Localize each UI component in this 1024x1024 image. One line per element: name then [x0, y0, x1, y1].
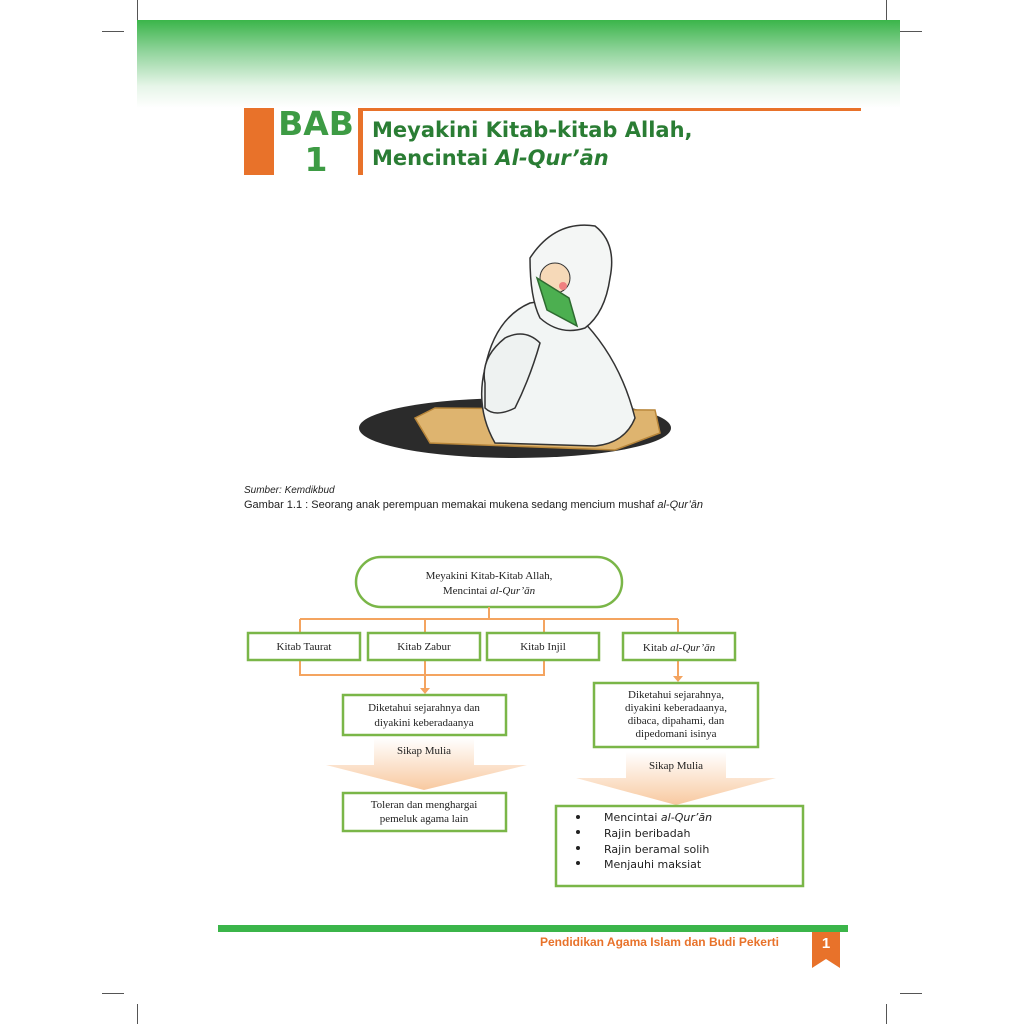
footer-book-title: Pendidikan Agama Islam dan Budi Pekerti [540, 935, 779, 949]
root-line2-italic: al-Qur’ān [490, 585, 536, 597]
right-desc-line4: dipedomani isinya [635, 728, 717, 740]
chapter-label [276, 106, 356, 178]
chapter-divider [358, 108, 363, 175]
right-list-item-1-italic: al-Qur’ān [660, 811, 713, 824]
header-band [137, 20, 900, 108]
page-number: 1 [821, 935, 831, 952]
book-quran [643, 642, 716, 654]
root-line1: Meyakini Kitab-Kitab Allah, [425, 570, 553, 582]
book-quran-italic: al-Qur’ān [670, 642, 716, 654]
crop-mark [900, 31, 922, 32]
chapter-title-italic: Al-Qur’ān [495, 146, 609, 170]
left-result-line2: pemeluk agama lain [379, 813, 469, 825]
right-list-item-2: Rajin beribadah [604, 827, 691, 840]
right-desc-line2: diyakini keberadaanya, [624, 702, 728, 714]
crop-mark [137, 1004, 138, 1024]
chapter-title-line1: Meyakini Kitab-kitab Allah, [372, 118, 693, 142]
book-zabur: Kitab Zabur [397, 641, 451, 653]
chapter-rule [358, 108, 861, 111]
chapter-marker-block [244, 108, 274, 175]
figure-caption-italic: al-Qur’ān [657, 499, 703, 511]
crop-mark [137, 0, 138, 20]
bullet-icon [576, 846, 580, 850]
chapter-number: 1 [304, 140, 328, 179]
right-list-item-3: Rajin beramal solih [604, 843, 710, 856]
concept-map [240, 555, 815, 895]
crop-mark [102, 31, 124, 32]
bullet-icon [576, 861, 580, 865]
footer-rule [218, 925, 848, 932]
chapter-title [372, 116, 693, 172]
left-result-line1: Toleran dan menghargai [370, 799, 478, 811]
left-desc-line2: diyakini keberadaanya [374, 717, 474, 729]
crop-mark [886, 1004, 887, 1024]
right-list-item-1 [604, 811, 712, 824]
figure-source: Sumber: Kemdikbud [244, 485, 335, 496]
crop-mark [102, 993, 124, 994]
crop-mark [886, 0, 887, 20]
root-line2 [443, 585, 536, 597]
girl-in-mukena-kissing-quran-illustration [355, 218, 675, 468]
root-line2-prefix: Mencintai [442, 585, 491, 597]
left-sikap-label: Sikap Mulia [396, 745, 452, 757]
chapter-title-prefix: Mencintai [372, 146, 496, 170]
cheek-icon [559, 282, 567, 290]
bullet-icon [576, 815, 580, 819]
book-injil: Kitab Injil [520, 641, 566, 653]
figure-caption-text: Gambar 1.1 : Seorang anak perempuan memakai mukena sedang mencium mushaf [244, 499, 658, 511]
right-sikap-label: Sikap Mulia [648, 760, 704, 772]
book-taurat: Kitab Taurat [276, 641, 332, 653]
right-list-item-1-prefix: Mencintai [604, 811, 661, 824]
chapter-title-line2 [372, 144, 693, 172]
arrow-head [420, 688, 430, 694]
left-desc-line1: Diketahui sejarahnya dan [368, 702, 480, 714]
right-desc-line3: dibaca, dipahami, dan [627, 715, 725, 727]
right-desc-line1: Diketahui sejarahnya, [628, 689, 724, 701]
figure-caption [244, 499, 703, 511]
crop-mark [900, 993, 922, 994]
book-quran-prefix: Kitab [642, 642, 671, 654]
chapter-bab-word: BAB [278, 104, 354, 143]
bullet-icon [576, 830, 580, 834]
arrow-head [673, 676, 683, 682]
root-node [356, 557, 622, 607]
left-description-box [343, 695, 506, 735]
right-list-item-4: Menjauhi maksiat [604, 858, 702, 871]
